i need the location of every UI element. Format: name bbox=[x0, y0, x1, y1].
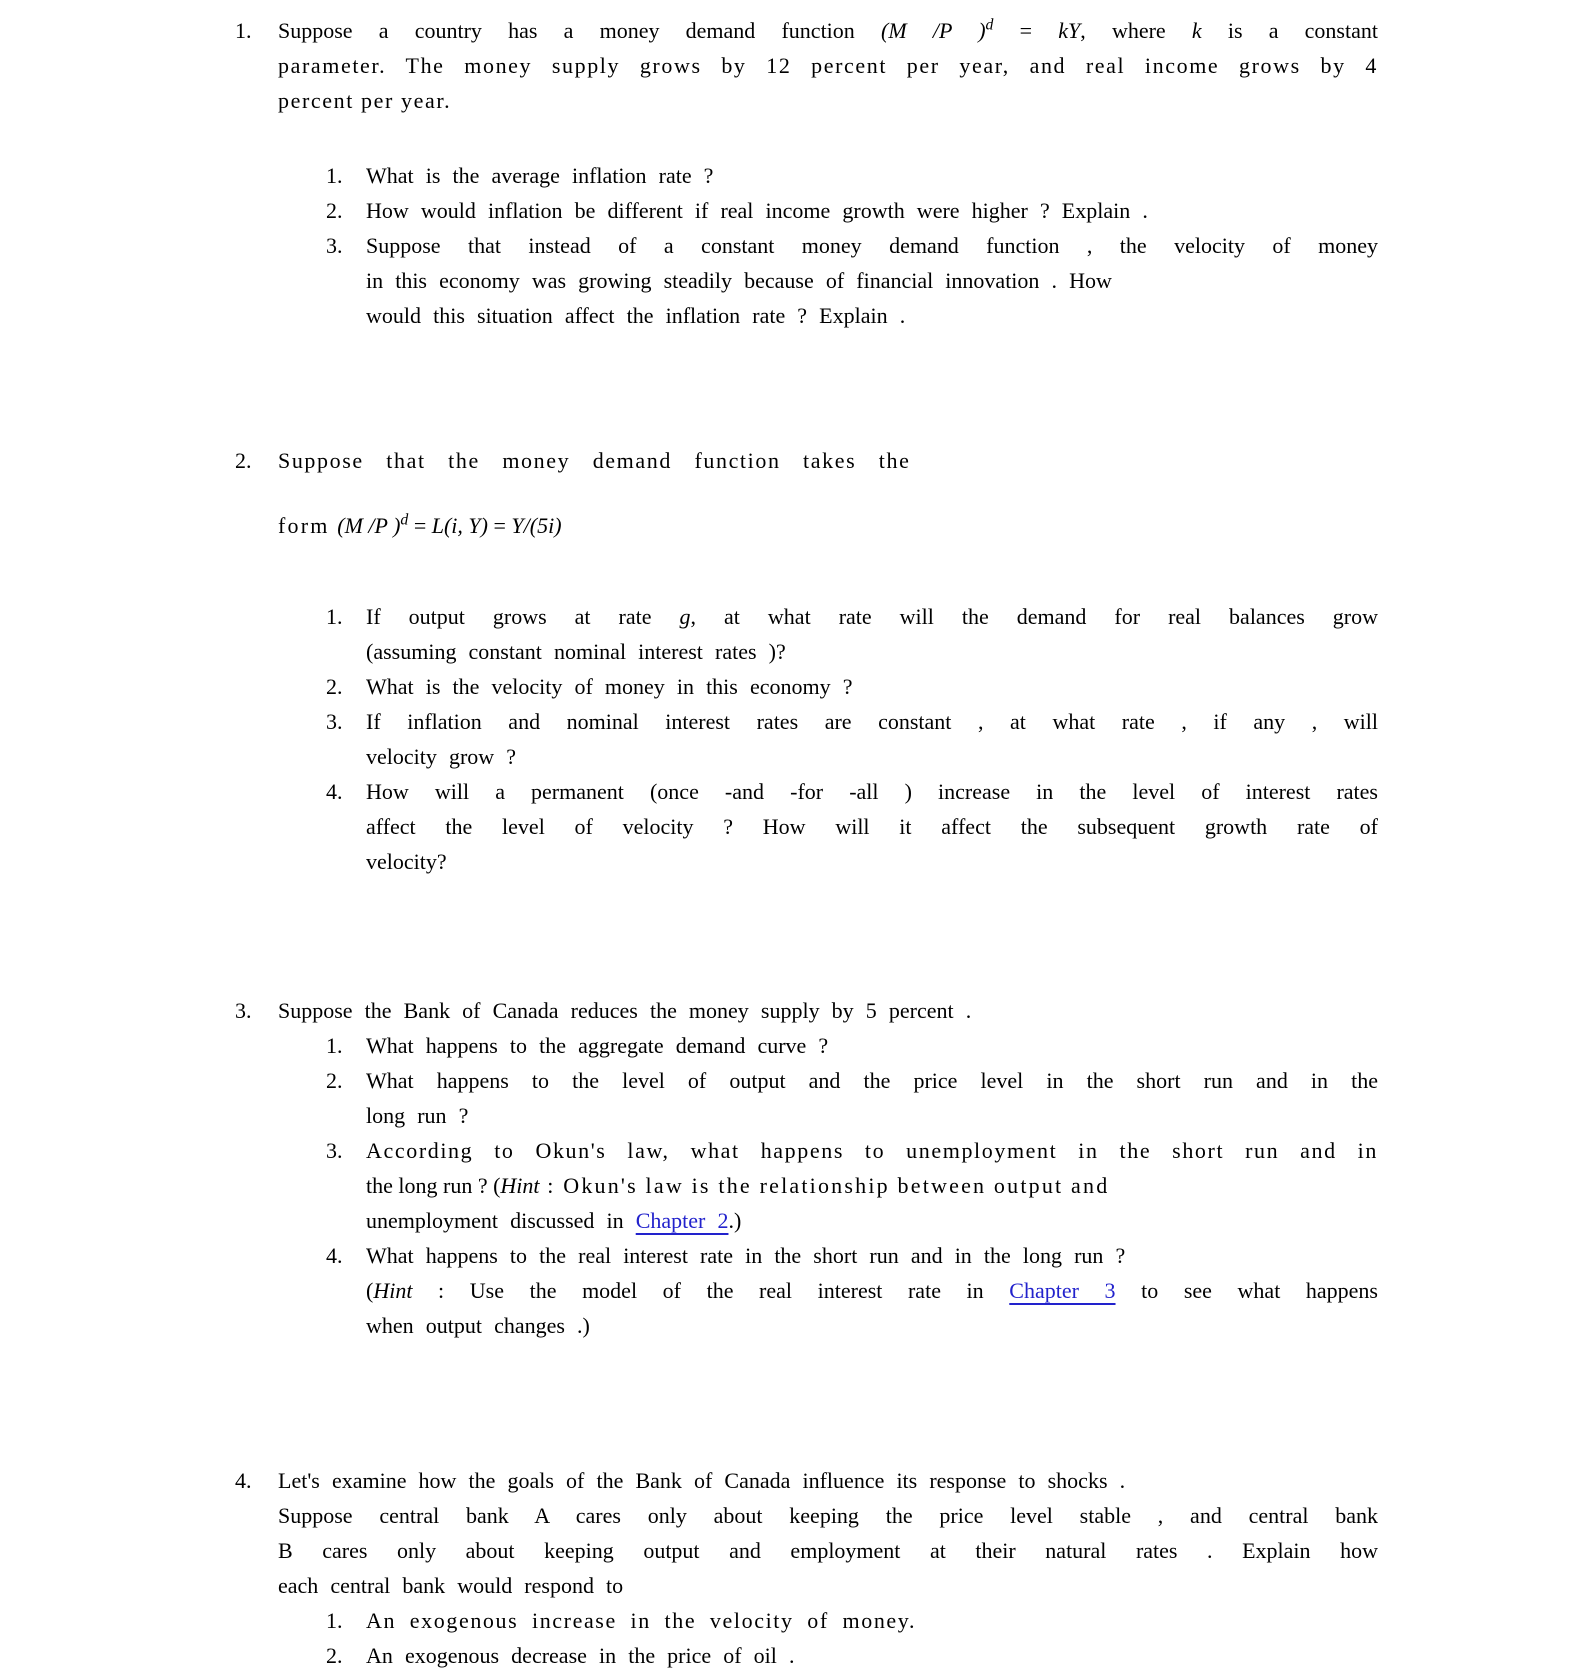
question-1-intro-row bbox=[0, 13, 1588, 118]
subitem-text bbox=[366, 1028, 1378, 1063]
text-segment: How would inflation be different if real income growth were higher ? Explain . bbox=[366, 198, 1148, 223]
text-segment: What happens to the aggregate demand curve ? bbox=[366, 1033, 829, 1058]
text-segment: What is the average inflation rate ? bbox=[366, 163, 714, 188]
subitem-number: 2. bbox=[326, 674, 343, 699]
text-segment: g bbox=[679, 604, 691, 629]
text-segment: form bbox=[278, 513, 338, 538]
text-line bbox=[366, 739, 1378, 774]
text-segment: Suppose the Bank of Canada reduces the money supply by 5 percent . bbox=[278, 998, 972, 1023]
text-segment: Y/(5i) bbox=[511, 513, 562, 538]
question-1 bbox=[0, 13, 1588, 333]
text-segment: Suppose a country has a money demand function bbox=[278, 18, 881, 43]
text-segment: = bbox=[488, 513, 512, 538]
text-segment: Suppose central bank A cares only about keeping the price level stable , and central bank bbox=[278, 1503, 1378, 1528]
text-line bbox=[366, 1203, 1378, 1238]
subitem-text bbox=[366, 1063, 1378, 1133]
text-segment: .) bbox=[728, 1208, 742, 1233]
text-segment: If inflation and nominal interest rates are constant , at what rate , if any , will bbox=[366, 709, 1378, 734]
text-segment: in this economy was growing steadily because of financial innovation . How bbox=[366, 268, 1112, 293]
text-line bbox=[366, 1133, 1378, 1168]
text-line bbox=[278, 1568, 1378, 1603]
text-line bbox=[278, 83, 1378, 118]
subitem-2 bbox=[326, 193, 1588, 228]
text-segment: An exogenous decrease in the price of oil . bbox=[366, 1643, 795, 1668]
text-segment: (M /P ) bbox=[337, 513, 401, 538]
subitem-number: 1. bbox=[326, 1608, 343, 1633]
subitem-text bbox=[366, 1603, 1378, 1638]
text-line bbox=[366, 1273, 1378, 1308]
text-segment: = bbox=[408, 513, 432, 538]
superscript: d bbox=[400, 511, 409, 529]
text-line bbox=[366, 1098, 1378, 1133]
text-line bbox=[366, 1308, 1378, 1343]
text-line bbox=[278, 48, 1378, 83]
text-segment: ( bbox=[366, 1278, 374, 1303]
text-line bbox=[366, 844, 1378, 879]
subitem-number: 3. bbox=[326, 233, 343, 258]
text-line bbox=[278, 443, 1378, 478]
text-line bbox=[366, 704, 1378, 739]
subitem-number: 2. bbox=[326, 1643, 343, 1668]
text-segment: kY bbox=[1058, 18, 1081, 43]
text-segment: (assuming constant nominal interest rates )? bbox=[366, 639, 786, 664]
text-segment: Let's examine how the goals of the Bank of Canada influence its response to shocks . bbox=[278, 1468, 1126, 1493]
subitem-number: 3. bbox=[326, 709, 343, 734]
question-4-intro-row bbox=[0, 1463, 1588, 1603]
text-line bbox=[278, 993, 1378, 1028]
superscript: d bbox=[985, 16, 994, 34]
text-line bbox=[278, 13, 1378, 48]
subitem-4 bbox=[326, 774, 1588, 879]
text-segment: Suppose that the money demand function takes the bbox=[278, 448, 911, 473]
text-segment: is a constant bbox=[1201, 18, 1378, 43]
text-line bbox=[366, 1063, 1378, 1098]
subitem-3 bbox=[326, 1133, 1588, 1238]
text-line bbox=[366, 634, 1378, 669]
text-line bbox=[366, 193, 1378, 228]
subitem-number: 2. bbox=[326, 1068, 343, 1093]
text-segment: Hint bbox=[373, 1278, 413, 1303]
question-2-intro-row bbox=[0, 443, 1588, 478]
subitem-number: 1. bbox=[326, 163, 343, 188]
question-2-text bbox=[278, 443, 1378, 478]
text-segment: long run ? bbox=[366, 1103, 469, 1128]
text-segment: percent per year. bbox=[278, 88, 452, 113]
text-segment: , at what rate will the demand for real balances grow bbox=[690, 604, 1379, 629]
subitem-1 bbox=[326, 1028, 1588, 1063]
text-segment: : Use the model of the real interest rate in bbox=[412, 1278, 1010, 1303]
money-demand-formula bbox=[278, 508, 1378, 543]
text-segment: to see what happens bbox=[1115, 1278, 1378, 1303]
text-segment: B cares only about keeping output and employment at their natural rates . Explain how bbox=[278, 1538, 1378, 1563]
text-line bbox=[278, 1498, 1378, 1533]
question-2-number: 2. bbox=[235, 448, 252, 473]
text-line bbox=[366, 263, 1378, 298]
text-segment: velocity grow ? bbox=[366, 744, 517, 769]
question-1-text bbox=[278, 13, 1378, 118]
subitem-number: 1. bbox=[326, 604, 343, 629]
subitem-text bbox=[366, 158, 1378, 193]
question-4-sublist bbox=[0, 1603, 1588, 1673]
text-line bbox=[366, 298, 1378, 333]
text-segment: affect the level of velocity ? How will it affect the subsequent growth rate of bbox=[366, 814, 1378, 839]
subitem-1 bbox=[326, 599, 1588, 669]
text-line bbox=[366, 1168, 1378, 1203]
text-segment: According to Okun's law, what happens to unemployment in the short run and in bbox=[366, 1138, 1378, 1163]
question-2 bbox=[0, 443, 1588, 879]
question-3-text bbox=[278, 993, 1378, 1028]
subitem-text bbox=[366, 669, 1378, 704]
text-segment: parameter. The money supply grows by 12 percent per year, and real income grows by 4 bbox=[278, 53, 1378, 78]
subitem-text bbox=[366, 1238, 1378, 1343]
text-segment: = bbox=[993, 18, 1059, 43]
subitem-2 bbox=[326, 1063, 1588, 1133]
question-3-intro-row bbox=[0, 993, 1588, 1028]
subitem-number: 3. bbox=[326, 1138, 343, 1163]
question-4-text bbox=[278, 1463, 1378, 1603]
text-line bbox=[366, 158, 1378, 193]
text-segment: What happens to the real interest rate in the short run and in the long run ? bbox=[366, 1243, 1126, 1268]
question-4 bbox=[0, 1463, 1588, 1673]
text-segment: If output grows at rate bbox=[366, 604, 680, 629]
chapter-link[interactable]: Chapter 3 bbox=[1009, 1278, 1116, 1303]
subitem-4 bbox=[326, 1238, 1588, 1343]
text-line bbox=[366, 1028, 1378, 1063]
text-line bbox=[366, 599, 1378, 634]
text-segment: Suppose that instead of a constant money demand function , the velocity of money bbox=[366, 233, 1378, 258]
text-segment: the long run ? ( bbox=[366, 1173, 501, 1198]
text-segment: unemployment discussed in bbox=[366, 1208, 636, 1233]
text-line bbox=[278, 508, 1378, 543]
text-line bbox=[366, 1238, 1378, 1273]
subitem-number: 4. bbox=[326, 1243, 343, 1268]
text-line bbox=[366, 1603, 1378, 1638]
question-3 bbox=[0, 993, 1588, 1343]
subitem-text bbox=[366, 704, 1378, 774]
subitem-number: 4. bbox=[326, 779, 343, 804]
text-segment: An exogenous increase in the velocity of money. bbox=[366, 1608, 917, 1633]
text-segment: (M /P ) bbox=[881, 18, 986, 43]
chapter-link[interactable]: Chapter 2 bbox=[635, 1208, 729, 1233]
text-line bbox=[278, 1463, 1378, 1498]
question-2-sublist bbox=[0, 599, 1588, 879]
text-segment: : Okun's law is the relationship between output and bbox=[539, 1173, 1110, 1198]
subitem-2 bbox=[326, 669, 1588, 704]
subitem-number: 2. bbox=[326, 198, 343, 223]
text-line bbox=[366, 669, 1378, 704]
text-segment: What is the velocity of money in this economy ? bbox=[366, 674, 853, 699]
question-1-sublist bbox=[0, 158, 1588, 333]
text-line bbox=[366, 774, 1378, 809]
subitem-text bbox=[366, 193, 1378, 228]
question-2-formula-row bbox=[0, 508, 1588, 543]
subitem-text bbox=[366, 774, 1378, 879]
subitem-text bbox=[366, 1133, 1378, 1238]
subitem-1 bbox=[326, 1603, 1588, 1638]
subitem-number: 1. bbox=[326, 1033, 343, 1058]
text-line bbox=[366, 228, 1378, 263]
question-1-number: 1. bbox=[235, 18, 252, 43]
text-segment: velocity? bbox=[366, 849, 447, 874]
text-line bbox=[278, 1533, 1378, 1568]
text-segment: Hint bbox=[500, 1173, 540, 1198]
text-segment: What happens to the level of output and the price level in the short run and in the bbox=[366, 1068, 1378, 1093]
text-segment: , where bbox=[1080, 18, 1192, 43]
question-4-number: 4. bbox=[235, 1468, 252, 1493]
text-segment: would this situation affect the inflation rate ? Explain . bbox=[366, 303, 906, 328]
text-segment: L(i, Y) bbox=[431, 513, 488, 538]
text-segment: when output changes .) bbox=[366, 1313, 590, 1338]
subitem-1 bbox=[326, 158, 1588, 193]
subitem-3 bbox=[326, 704, 1588, 774]
subitem-text bbox=[366, 228, 1378, 333]
text-segment: How will a permanent (once -and -for -all ) increase in the level of interest rates bbox=[366, 779, 1378, 804]
question-3-number: 3. bbox=[235, 998, 252, 1023]
subitem-text bbox=[366, 599, 1378, 669]
subitem-3 bbox=[326, 228, 1588, 333]
text-segment: k bbox=[1191, 18, 1202, 43]
text-line bbox=[366, 809, 1378, 844]
question-3-sublist bbox=[0, 1028, 1588, 1343]
text-segment: each central bank would respond to bbox=[278, 1573, 624, 1598]
